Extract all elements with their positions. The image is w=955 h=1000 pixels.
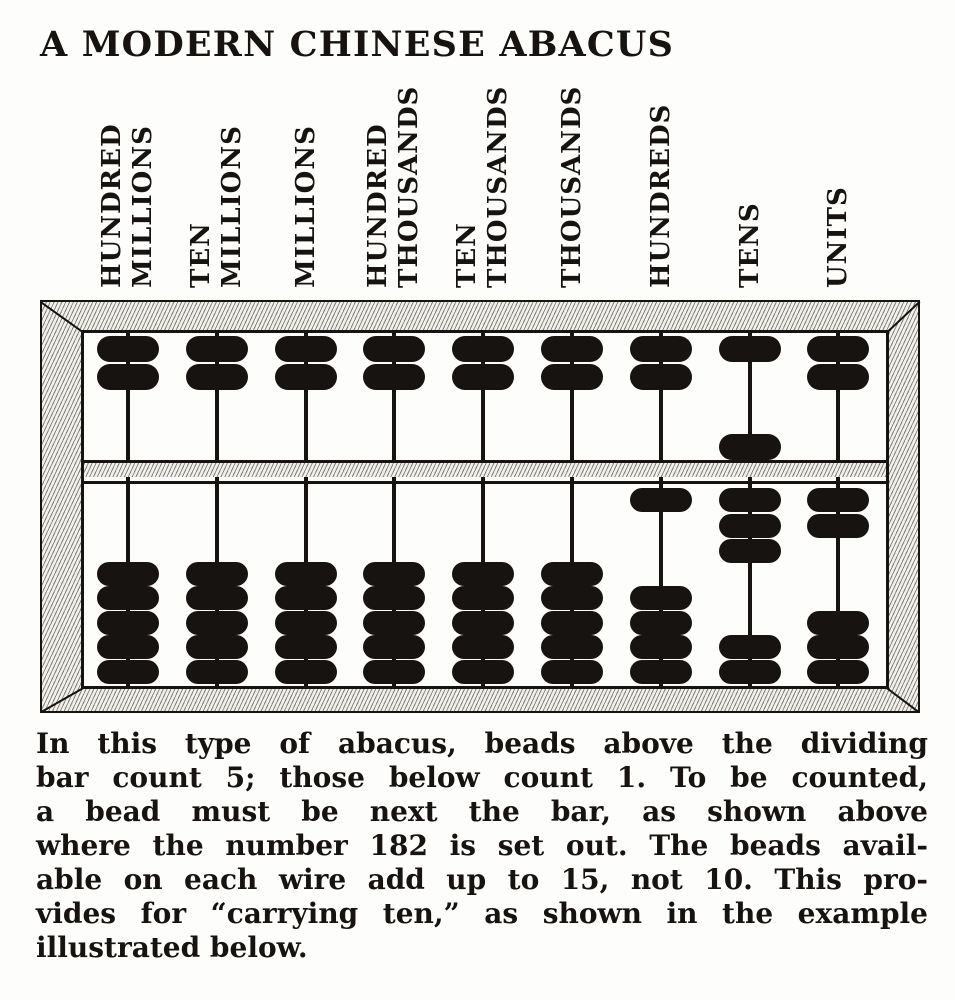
lower-bead (97, 611, 159, 635)
upper-bead (97, 364, 159, 390)
page-title: A MODERN CHINESE ABACUS (40, 24, 675, 65)
lower-bead (363, 611, 425, 635)
lower-bead (97, 660, 159, 684)
upper-bead (275, 364, 337, 390)
upper-bead (541, 336, 603, 362)
upper-bead (541, 364, 603, 390)
upper-bead (807, 364, 869, 390)
lower-bead (541, 611, 603, 635)
upper-bead-at-bar (719, 434, 781, 460)
lower-bead (630, 586, 692, 610)
lower-bead (452, 635, 514, 659)
lower-bead (719, 635, 781, 659)
lower-bead (541, 562, 603, 586)
lower-bead (186, 660, 248, 684)
lower-bead (186, 586, 248, 610)
lower-bead (452, 611, 514, 635)
upper-bead (452, 364, 514, 390)
lower-bead (452, 562, 514, 586)
caption-line: able on each wire add up to 15, not 10. This pro- (36, 863, 928, 896)
lower-bead (275, 660, 337, 684)
upper-bead (719, 336, 781, 362)
upper-bead (363, 364, 425, 390)
caption-line: where the number 182 is set out. The beads avail- (36, 829, 928, 862)
caption-line: In this type of abacus, beads above the dividing (36, 727, 928, 760)
lower-bead-at-bar (719, 539, 781, 563)
lower-bead (186, 635, 248, 659)
lower-bead (807, 660, 869, 684)
upper-bead (630, 364, 692, 390)
lower-bead-at-bar (719, 488, 781, 512)
lower-bead (97, 635, 159, 659)
lower-bead (97, 586, 159, 610)
lower-bead (275, 611, 337, 635)
lower-bead (630, 660, 692, 684)
upper-bead (807, 336, 869, 362)
lower-bead (807, 635, 869, 659)
lower-bead (630, 635, 692, 659)
column-label-millions: MILLIONS (290, 125, 321, 288)
upper-bead (186, 336, 248, 362)
lower-bead-at-bar (719, 514, 781, 538)
lower-bead-at-bar (630, 488, 692, 512)
column-label-units: UNITS (822, 186, 853, 288)
caption-line: a bead must be next the bar, as shown above (36, 795, 928, 828)
dividing-bar (84, 460, 886, 477)
lower-bead (541, 586, 603, 610)
lower-bead (275, 562, 337, 586)
upper-bead (630, 336, 692, 362)
lower-bead-at-bar (807, 488, 869, 512)
upper-bead (363, 336, 425, 362)
lower-bead (541, 660, 603, 684)
lower-bead (275, 635, 337, 659)
column-label-thousands: THOUSANDS (556, 85, 587, 288)
caption (36, 727, 928, 965)
caption-line: illustrated below. (36, 931, 308, 964)
lower-bead (719, 660, 781, 684)
upper-bead (97, 336, 159, 362)
lower-bead (541, 635, 603, 659)
column-label-ten-thousands: TEN THOUSANDS (452, 85, 513, 288)
column-label-hundred-millions: HUNDRED MILLIONS (97, 123, 158, 288)
lower-bead (186, 611, 248, 635)
lower-bead (363, 586, 425, 610)
lower-bead (275, 586, 337, 610)
caption-line: vides for “carrying ten,” as shown in the example (36, 897, 928, 930)
lower-bead (452, 586, 514, 610)
column-label-hundreds: HUNDREDS (645, 103, 676, 288)
lower-bead (363, 562, 425, 586)
lower-bead (363, 660, 425, 684)
caption-line: bar count 5; those below count 1. To be counted, (36, 761, 928, 794)
lower-bead (807, 611, 869, 635)
lower-bead (363, 635, 425, 659)
lower-bead-at-bar (807, 514, 869, 538)
lower-bead (452, 660, 514, 684)
column-label-ten-millions: TEN MILLIONS (186, 125, 247, 288)
lower-bead (630, 611, 692, 635)
dividing-bar-edge (84, 481, 886, 484)
upper-bead (452, 336, 514, 362)
upper-bead (275, 336, 337, 362)
lower-bead (186, 562, 248, 586)
upper-bead (186, 364, 248, 390)
lower-bead (97, 562, 159, 586)
column-label-hundred-thousands: HUNDRED THOUSANDS (363, 85, 424, 288)
column-label-tens: TENS (734, 202, 765, 288)
